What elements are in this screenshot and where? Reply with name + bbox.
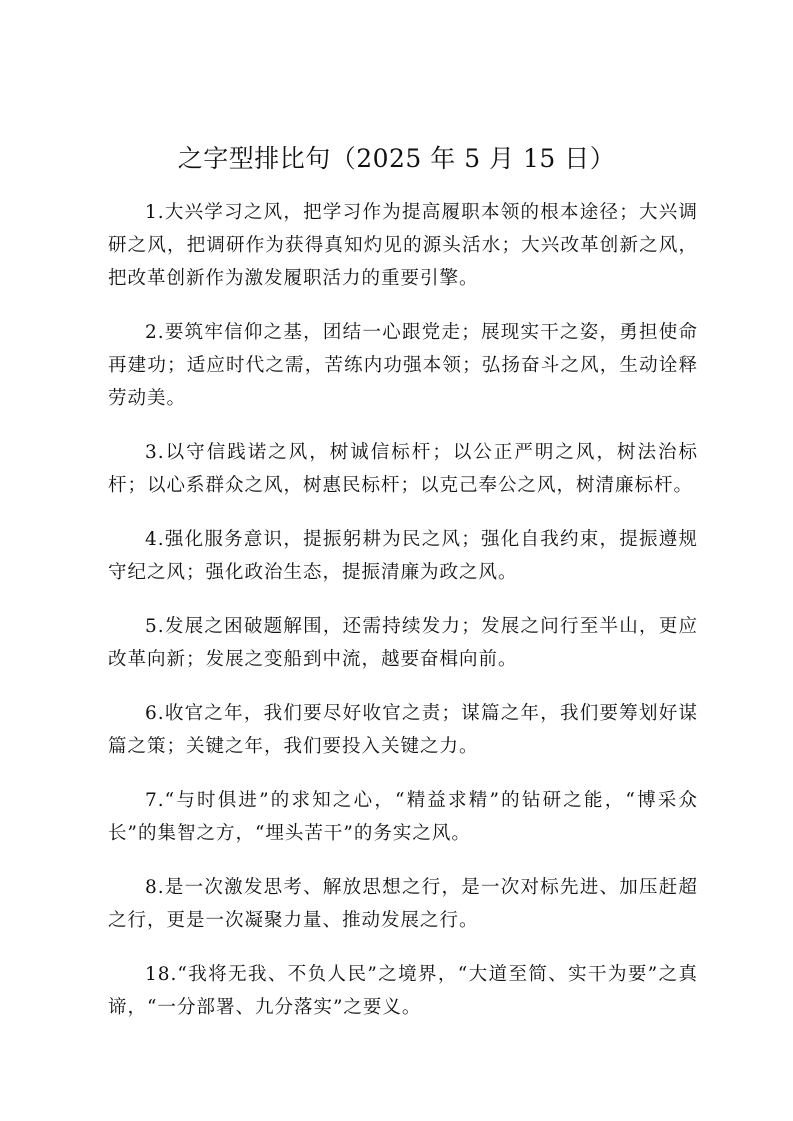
paragraph-7: 7.“与时俱进”的求知之心，“精益求精”的钻研之能，“博采众长”的集智之方，“埋头苦干”的务实之风。 [108, 790, 698, 844]
paragraph-5: 5.发展之困破题解围，还需持续发力；发展之问行至半山，更应改革向新；发展之变船到中流，越要奋楫向前。 [108, 616, 698, 670]
paragraph-2: 2.要筑牢信仰之基，团结一心跟党走；展现实干之姿，勇担使命再建功；适应时代之需，苦练内功强本领；弘扬奋斗之风，生动诠释劳动美。 [108, 322, 698, 409]
paragraph-4: 4.强化服务意识，提振躬耕为民之风；强化自我约束，提振遵规守纪之风；强化政治生态，提振清廉为政之风。 [108, 529, 698, 583]
page-title: 之字型排比句（2025 年 5 月 15 日） [177, 144, 616, 173]
paragraph-6: 6.收官之年，我们要尽好收官之责；谋篇之年，我们要筹划好谋篇之策；关键之年，我们要投入关键之力。 [108, 703, 698, 757]
paragraph-18: 18.“我将无我、不负人民”之境界，“大道至简、实干为要”之真谛，“一分部署、九分落实”之要义。 [108, 964, 698, 1018]
paragraph-8: 8.是一次激发思考、解放思想之行，是一次对标先进、加压赶超之行，更是一次凝聚力量、推动发展之行。 [108, 877, 698, 931]
paragraph-3: 3.以守信践诺之风，树诚信标杆；以公正严明之风，树法治标杆；以心系群众之风，树惠民标杆；以克己奉公之风，树清廉标杆。 [108, 442, 698, 496]
document-body [108, 196, 698, 1045]
paragraph-1: 1.大兴学习之风，把学习作为提高履职本领的根本途径；大兴调研之风，把调研作为获得真知灼见的源头活水；大兴改革创新之风，把改革创新作为激发履职活力的重要引擎。 [108, 202, 698, 289]
